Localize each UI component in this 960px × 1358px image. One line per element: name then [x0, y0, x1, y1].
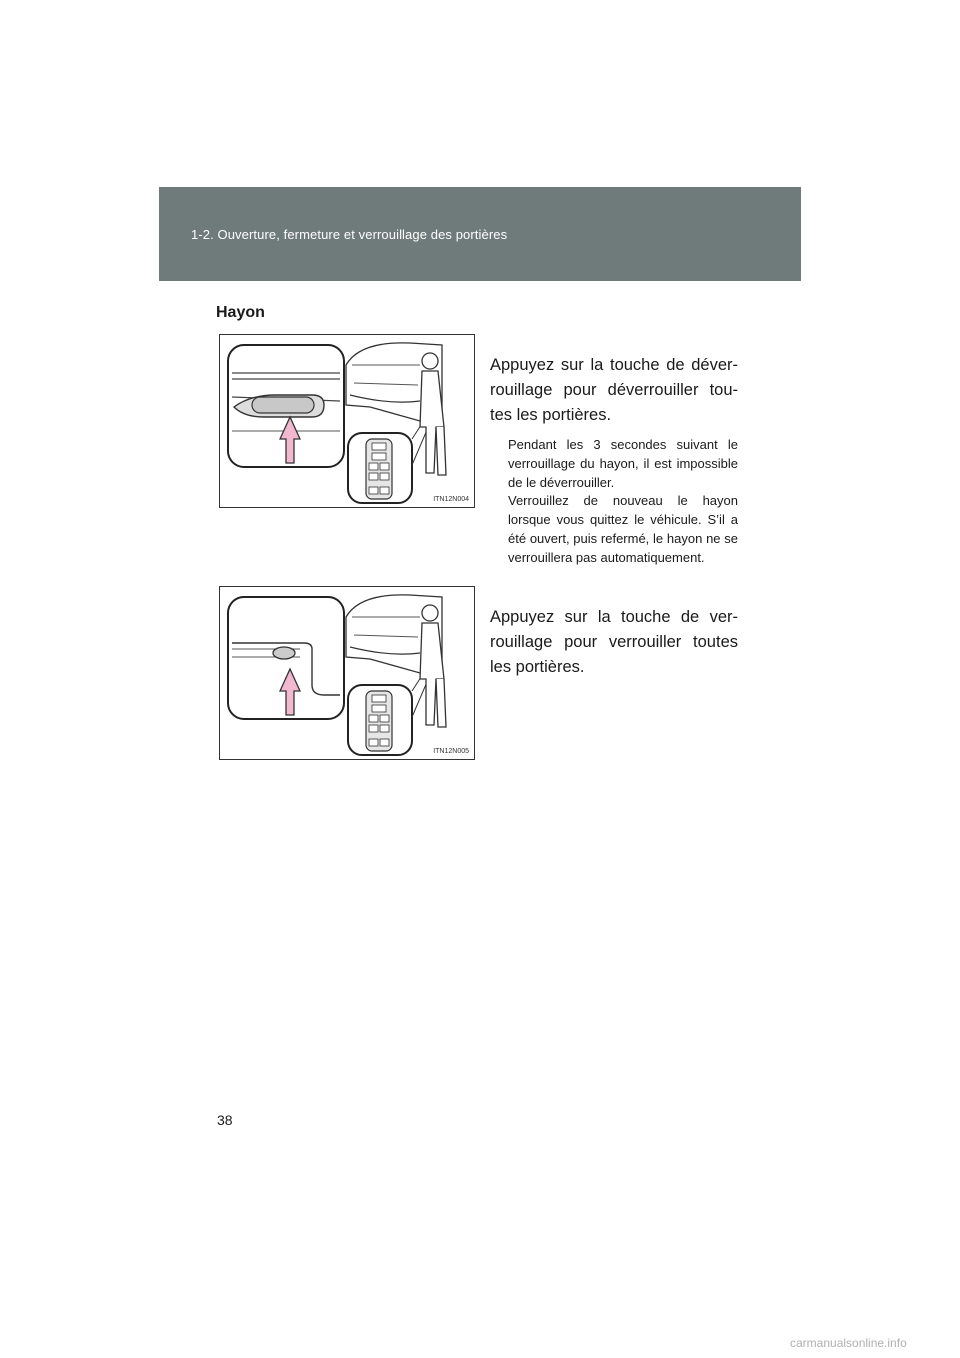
page-number: 38 — [217, 1112, 233, 1128]
note-unlock-delay: Pendant les 3 secondes suivant le verrouillage du hayon, il est impossible de le déverrouiller. — [508, 437, 738, 490]
header-band — [159, 187, 801, 281]
watermark: carmanualsonline.info — [790, 1336, 907, 1350]
instruction-unlock: Appuyez sur la touche de déver-rouillage pour déverrouiller tou-tes les portières. — [490, 356, 738, 424]
illustration-unlock — [219, 334, 475, 508]
figure-code: ITN12N005 — [433, 748, 469, 755]
figure-code: ITN12N004 — [433, 496, 469, 503]
section-title: Hayon — [216, 304, 265, 321]
instruction-lock: Appuyez sur la touche de ver-rouillage pour verrouiller toutes les portières. — [490, 608, 738, 676]
note-relock: Verrouillez de nouveau le hayon lorsque vous quittez le véhicule. S’il a été ouvert, puis refermé, le hayon ne se verrouillera pas automatiquement. — [508, 493, 738, 565]
illustration-lock-drawing — [220, 587, 474, 759]
illustration-unlock-drawing — [220, 335, 474, 507]
illustration-lock — [219, 586, 475, 760]
header-section-title: 1-2. Ouverture, fermeture et verrouillage des portières — [191, 227, 508, 242]
